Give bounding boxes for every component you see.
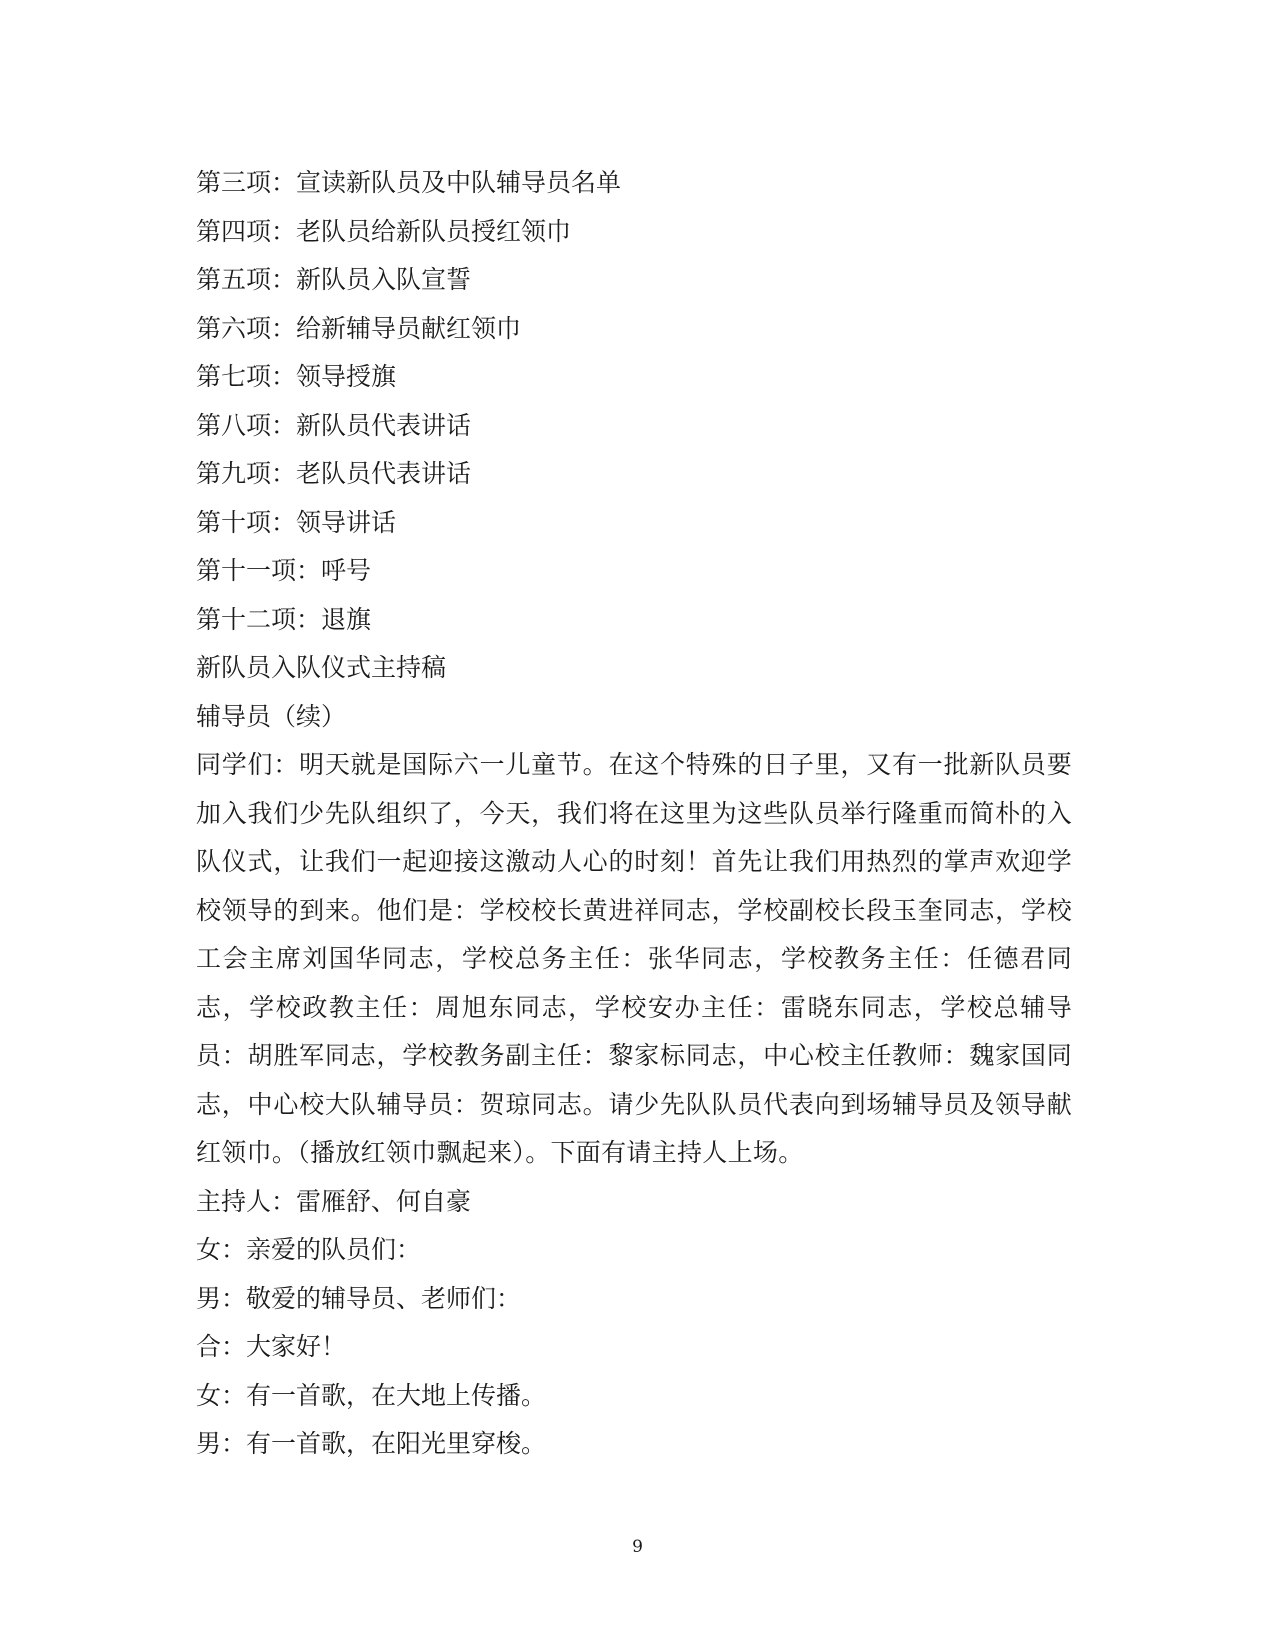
- hosts-line: 主持人：雷雁舒、何自豪: [196, 1186, 472, 1216]
- program-item-7: 第七项：领导授旗: [196, 362, 397, 391]
- program-item-6: 第六项：给新辅导员献红领巾: [196, 313, 522, 343]
- dialogue-line: 男：敬爱的辅导员、老师们：: [196, 1283, 522, 1313]
- program-item-12: 第十二项：退旗: [196, 604, 372, 634]
- page-number: 9: [632, 1537, 643, 1557]
- program-item-8: 第八项：新队员代表讲话: [196, 410, 472, 440]
- program-item-4: 第四项：老队员给新队员授红领巾: [196, 216, 572, 246]
- program-item-9: 第九项：老队员代表讲话: [196, 459, 472, 488]
- speaker-counselor: 辅导员（续）: [196, 701, 347, 731]
- program-item-5: 第五项：新队员入队宣誓: [196, 265, 472, 294]
- program-item-10: 第十项：领导讲话: [196, 507, 397, 537]
- dialogue-line: 女：亲爱的队员们：: [196, 1235, 422, 1264]
- document-body: [196, 159, 1072, 1469]
- dialogue-line: 女：有一首歌，在大地上传播。: [196, 1380, 547, 1410]
- section-title: 新队员入队仪式主持稿: [196, 653, 447, 682]
- dialogue-line: 合：大家好！: [196, 1332, 347, 1361]
- counselor-speech-paragraph: 同学们：明天就是国际六一儿童节。在这个特殊的日子里，又有一批新队员要加入我们少先队组织了，今天，我们将在这里为这些队员举行隆重而简朴的入队仪式，让我们一起迎接这激动人心的时刻！首先让我们用热烈的掌声欢迎学校领导的到来。他们是：学校校长黄进祥同志，学校副校长段玉奎同志，学校工会主席刘国华同志，学校总务主任：张华同志，学校教务主任：任德君同志，学校政教主任：周旭东同志，学校安办主任：雷晓东同志，学校总辅导员：胡胜军同志，学校教务副主任：黎家标同志，中心校主任教师：魏家国同志，中心校大队辅导员：贺琼同志。请少先队队员代表向到场辅导员及领导献红领巾。（播放红领巾飘起来）。下面有请主持人上场。: [196, 750, 1072, 1167]
- dialogue-line: 男：有一首歌，在阳光里穿梭。: [196, 1429, 547, 1458]
- program-item-3: 第三项：宣读新队员及中队辅导员名单: [196, 168, 622, 197]
- program-item-11: 第十一项：呼号: [196, 556, 372, 585]
